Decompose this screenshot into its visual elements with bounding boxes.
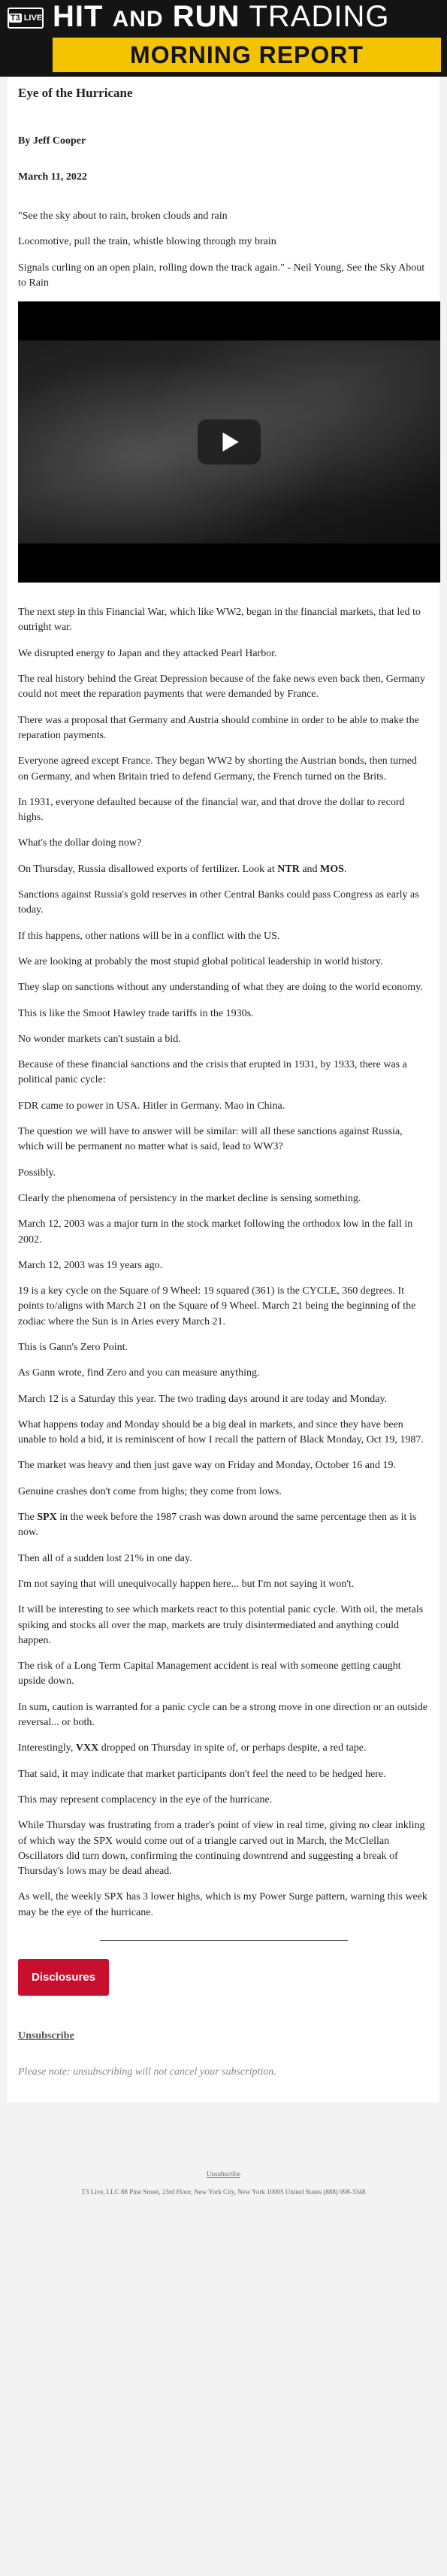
- footer-unsubscribe-link[interactable]: Unsubscribe: [207, 2170, 240, 2178]
- paragraph: March 12, 2003 was 19 years ago.: [18, 1259, 163, 1271]
- footer-address: T3 Live, LLC 88 Pine Street, 23rd Floor, New York City, New York 10005 United States (888) 998-3348: [81, 2188, 366, 2196]
- banner-title-trading: TRADING: [249, 0, 390, 33]
- paragraph: There was a proposal that Germany and Austria should combine in order to be able to make the reparation payments.: [18, 714, 419, 741]
- paragraph-text: The: [18, 1512, 38, 1524]
- paragraph-text: and: [299, 863, 321, 875]
- video-thumbnail[interactable]: [18, 301, 440, 583]
- paragraph: Genuine crashes don't come from highs; they come from lows.: [18, 1485, 282, 1497]
- paragraph: No wonder markets can't sustain a bid.: [18, 1033, 181, 1045]
- paragraph: The market was heavy and then just gave way on Friday and Monday, October 16 and 19.: [18, 1460, 396, 1472]
- ticker-spx: SPX: [37, 1512, 57, 1524]
- paragraph: In sum, caution is warranted for a panic cycle can be a strong move in one direction or an outside reversal... or both.: [18, 1701, 428, 1729]
- paragraph: It will be interesting to see which markets react to this potential panic cycle. With oil, the metals spiking and stocks all over the map, markets are truly disintermediated and anything could happen.: [18, 1604, 424, 1646]
- paragraph: This is Gann's Zero Point.: [18, 1341, 128, 1353]
- paragraph: Sanctions against Russia's gold reserves in other Central Banks could pass Congress as early as today.: [18, 889, 419, 916]
- unsubscribe-note: Please note: unsubscribing will not cancel your subscription.: [18, 2066, 276, 2078]
- paragraph: March 12, 2003 was a major turn in the stock market following the orthodox low in the fall in 2002.: [18, 1218, 413, 1246]
- banner-title-and: AND: [112, 7, 164, 32]
- banner-title-hit: HIT: [53, 0, 104, 33]
- ticker-mos: MOS: [320, 863, 344, 875]
- ticker-ntr: NTR: [277, 863, 300, 875]
- paragraph: Then all of a sudden lost 21% in one day.: [18, 1552, 192, 1564]
- banner-subtitle: MORNING REPORT: [53, 38, 441, 72]
- article-date: March 11, 2022: [18, 171, 87, 183]
- quote-line: "See the sky about to rain, broken clouds and rain: [18, 210, 228, 222]
- paragraph: [18, 1741, 429, 1756]
- paragraph: 19 is a key cycle on the Square of 9 Wheel: 19 squared (361) is the CYCLE, 360 degrees. It points to/aligns with March 21 on the Square of 9 Wheel. March 21 being the beginning of the zodiac where the Sun is in Aries every March 21.: [18, 1285, 416, 1327]
- paragraph: The next step in this Financial War, which like WW2, began in the financial markets, that led to outright war.: [18, 607, 421, 634]
- paragraph: Because of these financial sanctions and the crisis that erupted in 1931, by 1933, there was a political panic cycle:: [18, 1059, 407, 1086]
- paragraph: If this happens, other nations will be in a conflict with the US.: [18, 930, 280, 942]
- logo-t3: T3: [10, 14, 20, 23]
- paragraph-group: [18, 888, 429, 1500]
- paragraph: As Gann wrote, find Zero and you can measure anything.: [18, 1367, 260, 1379]
- paragraph: March 12 is a Saturday this year. The two trading days around it are today and Monday.: [18, 1393, 388, 1405]
- article-title: Eye of the Hurricane: [18, 86, 133, 100]
- paragraph: What's the dollar doing now?: [18, 837, 142, 849]
- byline: By Jeff Cooper: [18, 135, 86, 147]
- paragraph: The real history behind the Great Depression because of the fake news even back then, Germany could not meet the reparation payments that were demanded by France.: [18, 674, 425, 701]
- paragraph: They slap on sanctions without any understanding of what they are doing to the world economy.: [18, 982, 423, 994]
- paragraph: Everyone agreed except France. They began WW2 by shorting the Austrian bonds, then turned on Germany, and when Britain tried to defend Germany, the French turned on the Brits.: [18, 755, 417, 782]
- paragraph: This is like the Smoot Hawley trade tariffs in the 1930s.: [18, 1007, 254, 1019]
- paragraph: [18, 862, 429, 877]
- ticker-vxx: VXX: [75, 1742, 99, 1754]
- play-icon: [216, 429, 242, 455]
- banner-title-run: RUN: [172, 0, 240, 33]
- paragraph-text: in the week before the 1987 crash was down around the same percentage then as it is now.: [18, 1512, 417, 1539]
- paragraph: That said, it may indicate that market participants don't feel the need to be hedged here.: [18, 1768, 386, 1780]
- paragraph-group: [18, 1767, 429, 1921]
- paragraph: [18, 1510, 429, 1541]
- video-letterbox-bottom: [18, 543, 440, 583]
- paragraph-text: On Thursday, Russia disallowed exports of fertilizer. Look at: [18, 863, 278, 875]
- divider: [100, 1940, 348, 1941]
- paragraph: The question we will have to answer will be similar: will all these sanctions against Russia, which will be permanent no matter what is said, lead to WW3?: [18, 1126, 403, 1153]
- paragraph: We are looking at probably the most stupid global political leadership in world history.: [18, 955, 383, 967]
- paragraph-text: Interestingly,: [18, 1742, 76, 1754]
- disclosures-button[interactable]: Disclosures: [18, 1959, 109, 1996]
- paragraph: What happens today and Monday should be a big deal in markets, and since they have been unable to hold a bid, it is reminiscent of how I recall the pattern of Black Monday, Oct 19, 1987.: [18, 1418, 424, 1446]
- paragraph: In 1931, everyone defaulted because of the financial war, and that drove the dollar to record highs.: [18, 796, 405, 824]
- paragraph: Clearly the phenomena of persistency in the market decline is sensing something.: [18, 1192, 361, 1204]
- paragraph: This may represent complacency in the eye of the hurricane.: [18, 1794, 273, 1806]
- paragraph-group: [18, 1551, 429, 1731]
- paragraph: The risk of a Long Term Capital Management accident is real with someone getting caught upside down.: [18, 1660, 401, 1688]
- paragraph-group: [18, 605, 429, 852]
- banner-title: [53, 0, 389, 34]
- header-banner: [0, 0, 447, 77]
- paragraph: As well, the weekly SPX has 3 lower highs, which is my Power Surge pattern, warning this week may be the eye of the hurricane.: [18, 1891, 427, 1918]
- paragraph-text: dropped on Thursday in spite of, or perhaps despite, a red tape.: [98, 1742, 367, 1754]
- footer: [0, 2102, 447, 2226]
- quote-line: Signals curling on an open plain, rolling down the track again." - Neil Young, See the Sky About to Rain: [18, 262, 425, 289]
- logo-live: LIVE: [23, 14, 43, 23]
- article-body: [8, 77, 439, 2102]
- unsubscribe-link[interactable]: Unsubscribe: [18, 2030, 74, 2042]
- paragraph: I'm not saying that will unequivocally happen here... but I'm not saying it won't.: [18, 1578, 355, 1590]
- quote-line: Locomotive, pull the train, whistle blowing through my brain: [18, 236, 276, 248]
- t3-live-logo: [8, 8, 44, 29]
- paragraph: While Thursday was frustrating from a trader's point of view in real time, giving no clear inkling of which way the SPX would come out of a triangle carved out in March, the McClellan Oscillators did turn down, confirming the continuing downtrend and suggesting a break of Thursday's lows may be dead ahead.: [18, 1820, 425, 1878]
- paragraph: We disrupted energy to Japan and they attacked Pearl Harbor.: [18, 647, 277, 659]
- paragraph-text: .: [343, 863, 347, 875]
- paragraph: Possibly.: [18, 1167, 56, 1179]
- video-letterbox-top: [18, 301, 440, 341]
- paragraph: FDR came to power in USA. Hitler in Germany. Mao in China.: [18, 1100, 285, 1112]
- play-button[interactable]: [198, 419, 261, 465]
